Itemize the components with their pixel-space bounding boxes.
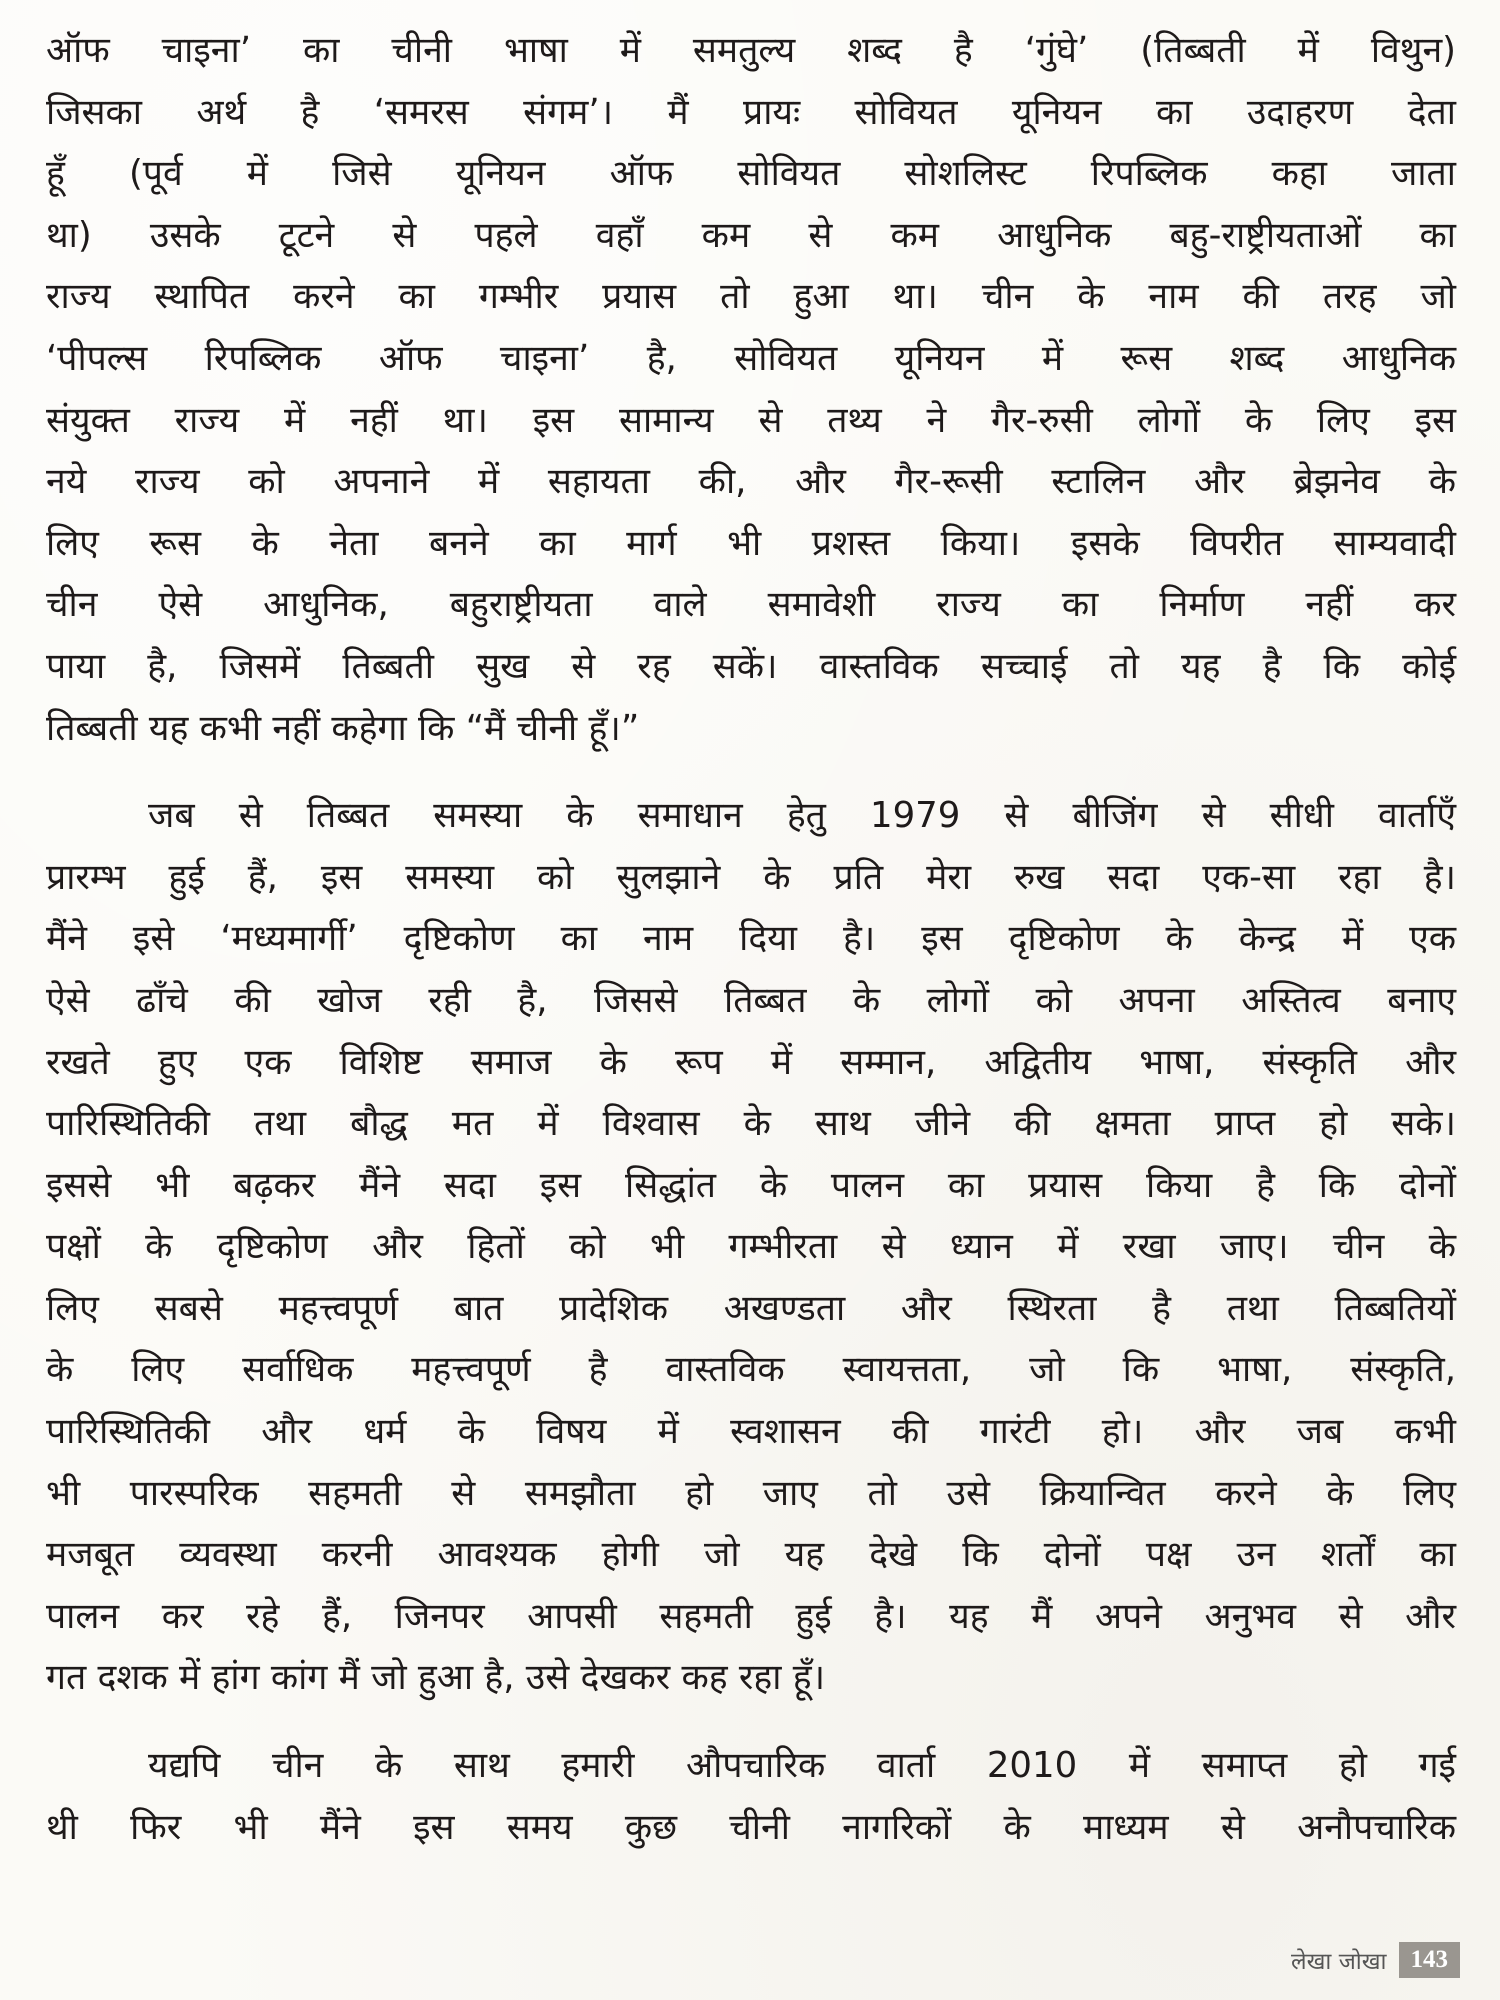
page-number: 143 <box>1399 1942 1461 1978</box>
text-line: पारिस्थितिकी और धर्म के विषय में स्वशासन की गारंटी हो। और जब कभी <box>46 1411 1456 1453</box>
text-line: मजबूत व्यवस्था करनी आवश्यक होगी जो यह देखे कि दोनों पक्ष उन शर्तों का <box>46 1534 1456 1576</box>
text-line: पारिस्थितिकी तथा बौद्ध मत में विश्वास के साथ जीने की क्षमता प्राप्त हो सके। <box>46 1103 1456 1145</box>
text-line: तिब्बती यह कभी नहीं कहेगा कि “मैं चीनी हूँ।” <box>46 707 640 749</box>
text-line: लिए सबसे महत्त्वपूर्ण बात प्रादेशिक अखण्डता और स्थिरता है तथा तिब्बतियों <box>46 1287 1456 1329</box>
text-line: मैंने इसे ‘मध्यमार्गी’ दृष्टिकोण का नाम दिया है। इस दृष्टिकोण के केन्द्र में एक <box>46 918 1456 960</box>
text-line: गत दशक में हांग कांग मैं जो हुआ है, उसे देखकर कह रहा हूँ। <box>46 1657 826 1699</box>
text-line: पक्षों के दृष्टिकोण और हितों को भी गम्भीरता से ध्यान में रखा जाए। चीन के <box>46 1226 1456 1268</box>
text-line: यद्यपि चीन के साथ हमारी औपचारिक वार्ता 2010 में समाप्त हो गई <box>148 1745 1456 1787</box>
text-line: ऑफ चाइना’ का चीनी भाषा में समतुल्य शब्द है ‘गुंघे’ (तिब्बती में विथुन) <box>46 30 1456 71</box>
text-line: रखते हुए एक विशिष्ट समाज के रूप में सम्मान, अद्वितीय भाषा, संस्कृति और <box>46 1041 1456 1083</box>
paragraph-spacer <box>46 1709 1456 1735</box>
text-line: के लिए सर्वाधिक महत्त्वपूर्ण है वास्तविक स्वायत्तता, जो कि भाषा, संस्कृति, <box>46 1349 1456 1391</box>
text-line: था) उसके टूटने से पहले वहाँ कम से कम आधुनिक बहु-राष्ट्रीयताओं का <box>46 214 1456 256</box>
text-line: इससे भी बढ़कर मैंने सदा इस सिद्धांत के पालन का प्रयास किया है कि दोनों <box>46 1164 1456 1206</box>
paragraph-3 <box>46 1735 1456 1858</box>
text-line: भी पारस्परिक सहमती से समझौता हो जाए तो उसे क्रियान्वित करने के लिए <box>46 1472 1456 1514</box>
text-line: हूँ (पूर्व में जिसे यूनियन ऑफ सोवियत सोशलिस्ट रिपब्लिक कहा जाता <box>46 153 1456 195</box>
paragraph-1 <box>46 20 1456 759</box>
text-line: ऐसे ढाँचे की खोज रही है, जिससे तिब्बत के लोगों को अपना अस्तित्व बनाए <box>46 979 1456 1021</box>
text-line: संयुक्त राज्य में नहीं था। इस सामान्य से तथ्य ने गैर-रुसी लोगों के लिए इस <box>46 399 1456 441</box>
text-line: जब से तिब्बत समस्या के समाधान हेतु 1979 से बीजिंग से सीधी वार्ताएँ <box>148 795 1456 837</box>
text-line: पाया है, जिसमें तिब्बती सुख से रह सकें। वास्तविक सच्चाई तो यह है कि कोई <box>46 645 1456 687</box>
body-text <box>46 20 1456 1858</box>
paragraph-2 <box>46 785 1456 1709</box>
text-line: राज्य स्थापित करने का गम्भीर प्रयास तो हुआ था। चीन के नाम की तरह जो <box>46 276 1456 318</box>
running-title: लेखा जोखा <box>1291 1949 1387 1975</box>
text-line: पालन कर रहे हैं, जिनपर आपसी सहमती हुई है। यह मैं अपने अनुभव से और <box>46 1595 1456 1637</box>
text-line: जिसका अर्थ है ‘समरस संगम’। मैं प्रायः सोवियत यूनियन का उदाहरण देता <box>46 91 1456 133</box>
paragraph-spacer <box>46 759 1456 785</box>
text-line: थी फिर भी मैंने इस समय कुछ चीनी नागरिकों के माध्यम से अनौपचारिक <box>46 1806 1456 1848</box>
page-footer <box>1291 1942 1460 1978</box>
text-line: नये राज्य को अपनाने में सहायता की, और गैर-रूसी स्टालिन और ब्रेझनेव के <box>46 461 1456 503</box>
text-line: लिए रूस के नेता बनने का मार्ग भी प्रशस्त किया। इसके विपरीत साम्यवादी <box>46 522 1456 564</box>
text-line: ‘पीपल्स रिपब्लिक ऑफ चाइना’ है, सोवियत यूनियन में रूस शब्द आधुनिक <box>46 337 1456 379</box>
text-line: प्रारम्भ हुई हैं, इस समस्या को सुलझाने के प्रति मेरा रुख सदा एक-सा रहा है। <box>46 856 1456 898</box>
text-line: चीन ऐसे आधुनिक, बहुराष्ट्रीयता वाले समावेशी राज्य का निर्माण नहीं कर <box>46 584 1456 626</box>
